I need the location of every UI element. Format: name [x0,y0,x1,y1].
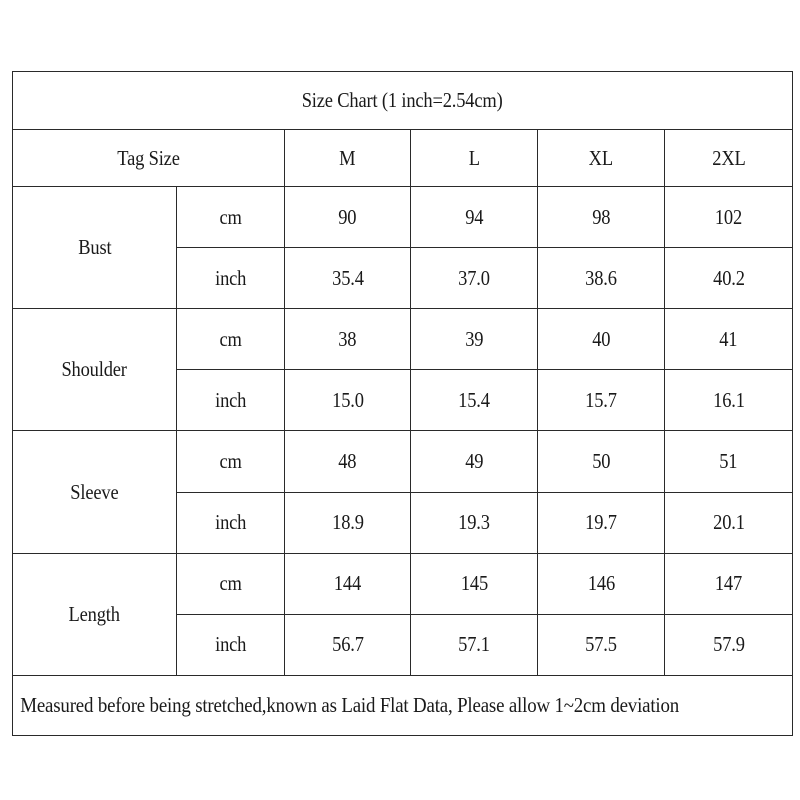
unit-cell [177,492,285,553]
size-chart-table [12,71,793,736]
size-header-xl: XL [588,145,614,170]
value: 98 [591,204,611,229]
value: 38.6 [585,265,617,290]
measure-label: Length [68,601,121,626]
tag-size-header-cell [13,130,285,187]
value: 15.7 [585,387,617,412]
unit-label: inch [214,510,247,535]
value: 19.3 [458,510,490,535]
value: 39 [464,326,484,351]
measure-label: Sleeve [70,479,119,504]
measure-cell-sleeve [13,431,177,553]
value-cell [665,553,793,614]
table-row [13,431,793,492]
value: 16.1 [712,387,745,412]
measure-label: Shoulder [61,357,128,382]
value-cell [538,309,665,370]
value-cell [538,187,665,248]
value-cell [285,553,411,614]
tag-size-header: Tag Size [117,145,180,170]
value: 90 [338,204,357,229]
value: 41 [719,326,738,351]
title-row [13,72,793,130]
value: 51 [719,449,738,473]
value: 35.4 [331,265,364,290]
value-cell [285,309,411,370]
value: 56.7 [331,632,364,657]
table-row [13,309,793,370]
value-cell [665,370,793,431]
value-cell [665,309,793,370]
value: 15.0 [331,387,364,412]
value: 40.2 [712,265,745,290]
value: 49 [464,449,484,473]
value: 102 [714,204,743,229]
table-row [13,187,793,248]
unit-cell [177,553,285,614]
value-cell [665,248,793,309]
value: 57.1 [458,632,490,657]
measure-label: Bust [77,235,112,260]
value-cell [665,431,793,492]
footer-row [13,675,793,735]
value-cell [285,492,411,553]
value: 48 [338,449,357,473]
unit-cell [177,187,285,248]
header-row [13,130,793,187]
value-cell [411,614,538,675]
value: 57.5 [585,632,617,657]
footer-note-cell [13,675,793,735]
unit-label: cm [219,571,242,596]
size-header-m: M [339,145,356,170]
value: 19.7 [585,510,617,535]
unit-label: inch [214,632,247,657]
chart-title: Size Chart (1 inch=2.54cm) [302,88,503,113]
value: 50 [591,449,611,473]
value-cell [411,553,538,614]
value-cell [285,370,411,431]
value-cell [538,614,665,675]
size-header-2xl: 2XL [711,145,746,170]
value: 18.9 [331,510,364,535]
value: 144 [333,571,362,596]
value-cell [411,309,538,370]
value: 37.0 [458,265,490,290]
value-cell [285,431,411,492]
measure-cell-length [13,553,177,675]
unit-label: cm [219,449,242,473]
value: 38 [338,326,357,351]
value-cell [411,370,538,431]
value-cell [538,370,665,431]
size-header-cell [538,130,665,187]
measure-cell-shoulder [13,309,177,431]
value-cell [285,614,411,675]
value-cell [411,492,538,553]
unit-cell [177,309,285,370]
value-cell [538,492,665,553]
unit-label: inch [214,387,247,412]
value-cell [411,248,538,309]
value: 40 [591,326,611,351]
unit-cell [177,370,285,431]
value: 57.9 [712,632,745,657]
size-header-cell [285,130,411,187]
value-cell [665,614,793,675]
value: 146 [587,571,615,596]
table-row [13,553,793,614]
value-cell [285,187,411,248]
unit-label: cm [219,326,242,351]
value-cell [411,187,538,248]
value: 145 [460,571,488,596]
value: 94 [464,204,484,229]
value-cell [665,492,793,553]
value-cell [538,431,665,492]
measure-cell-bust [13,187,177,309]
chart-title-cell [13,72,793,130]
footer-note: Measured before being stretched,known as Laid Flat Data, Please allow 1~2cm deviation [20,692,680,717]
unit-cell [177,431,285,492]
value-cell [538,248,665,309]
unit-label: inch [214,265,247,290]
unit-label: cm [219,204,242,229]
value-cell [411,431,538,492]
value-cell [538,553,665,614]
size-header-cell [665,130,793,187]
value-cell [285,248,411,309]
value: 15.4 [458,387,490,412]
value-cell [665,187,793,248]
unit-cell [177,248,285,309]
value: 147 [714,571,743,596]
size-header-l: L [468,145,480,170]
unit-cell [177,614,285,675]
size-header-cell [411,130,538,187]
value: 20.1 [712,510,745,535]
